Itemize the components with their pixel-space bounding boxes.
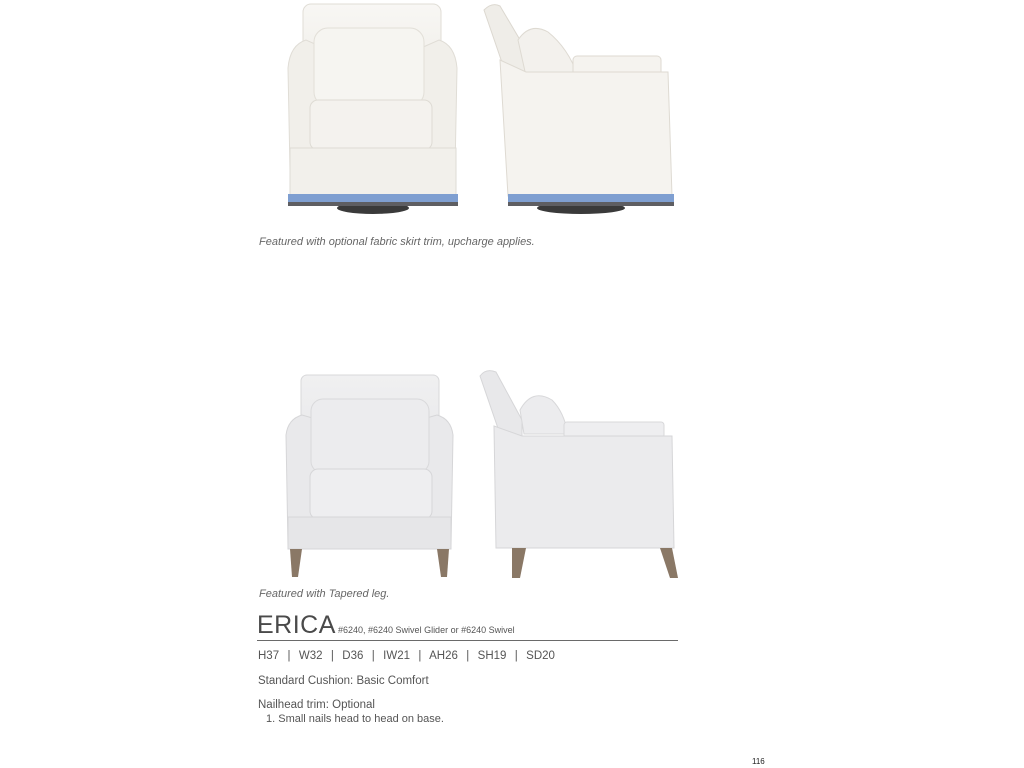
top-caption: Featured with optional fabric skirt trim, upcharge applies. [259,236,535,248]
nailhead-note: 1. Small nails head to head on base. [266,713,444,725]
page-number: 116 [752,757,765,766]
tapered-leg-chair-side-photo [476,368,681,580]
bottom-caption: Featured with Tapered leg. [259,588,390,600]
dimensions: H37 | W32 | D36 | IW21 | AH26 | SH19 | SD20 [258,650,555,662]
nailhead-spec: Nailhead trim: Optional [258,699,375,711]
swivel-glider-chair-front-photo [280,0,465,218]
tapered-leg-chair-front-photo [282,373,457,581]
swivel-glider-chair-side-photo [478,0,683,218]
product-title-row [257,612,678,641]
product-name: ERICA [257,611,336,639]
cushion-spec: Standard Cushion: Basic Comfort [258,675,429,687]
model-numbers: #6240, #6240 Swivel Glider or #6240 Swivel [338,625,515,635]
